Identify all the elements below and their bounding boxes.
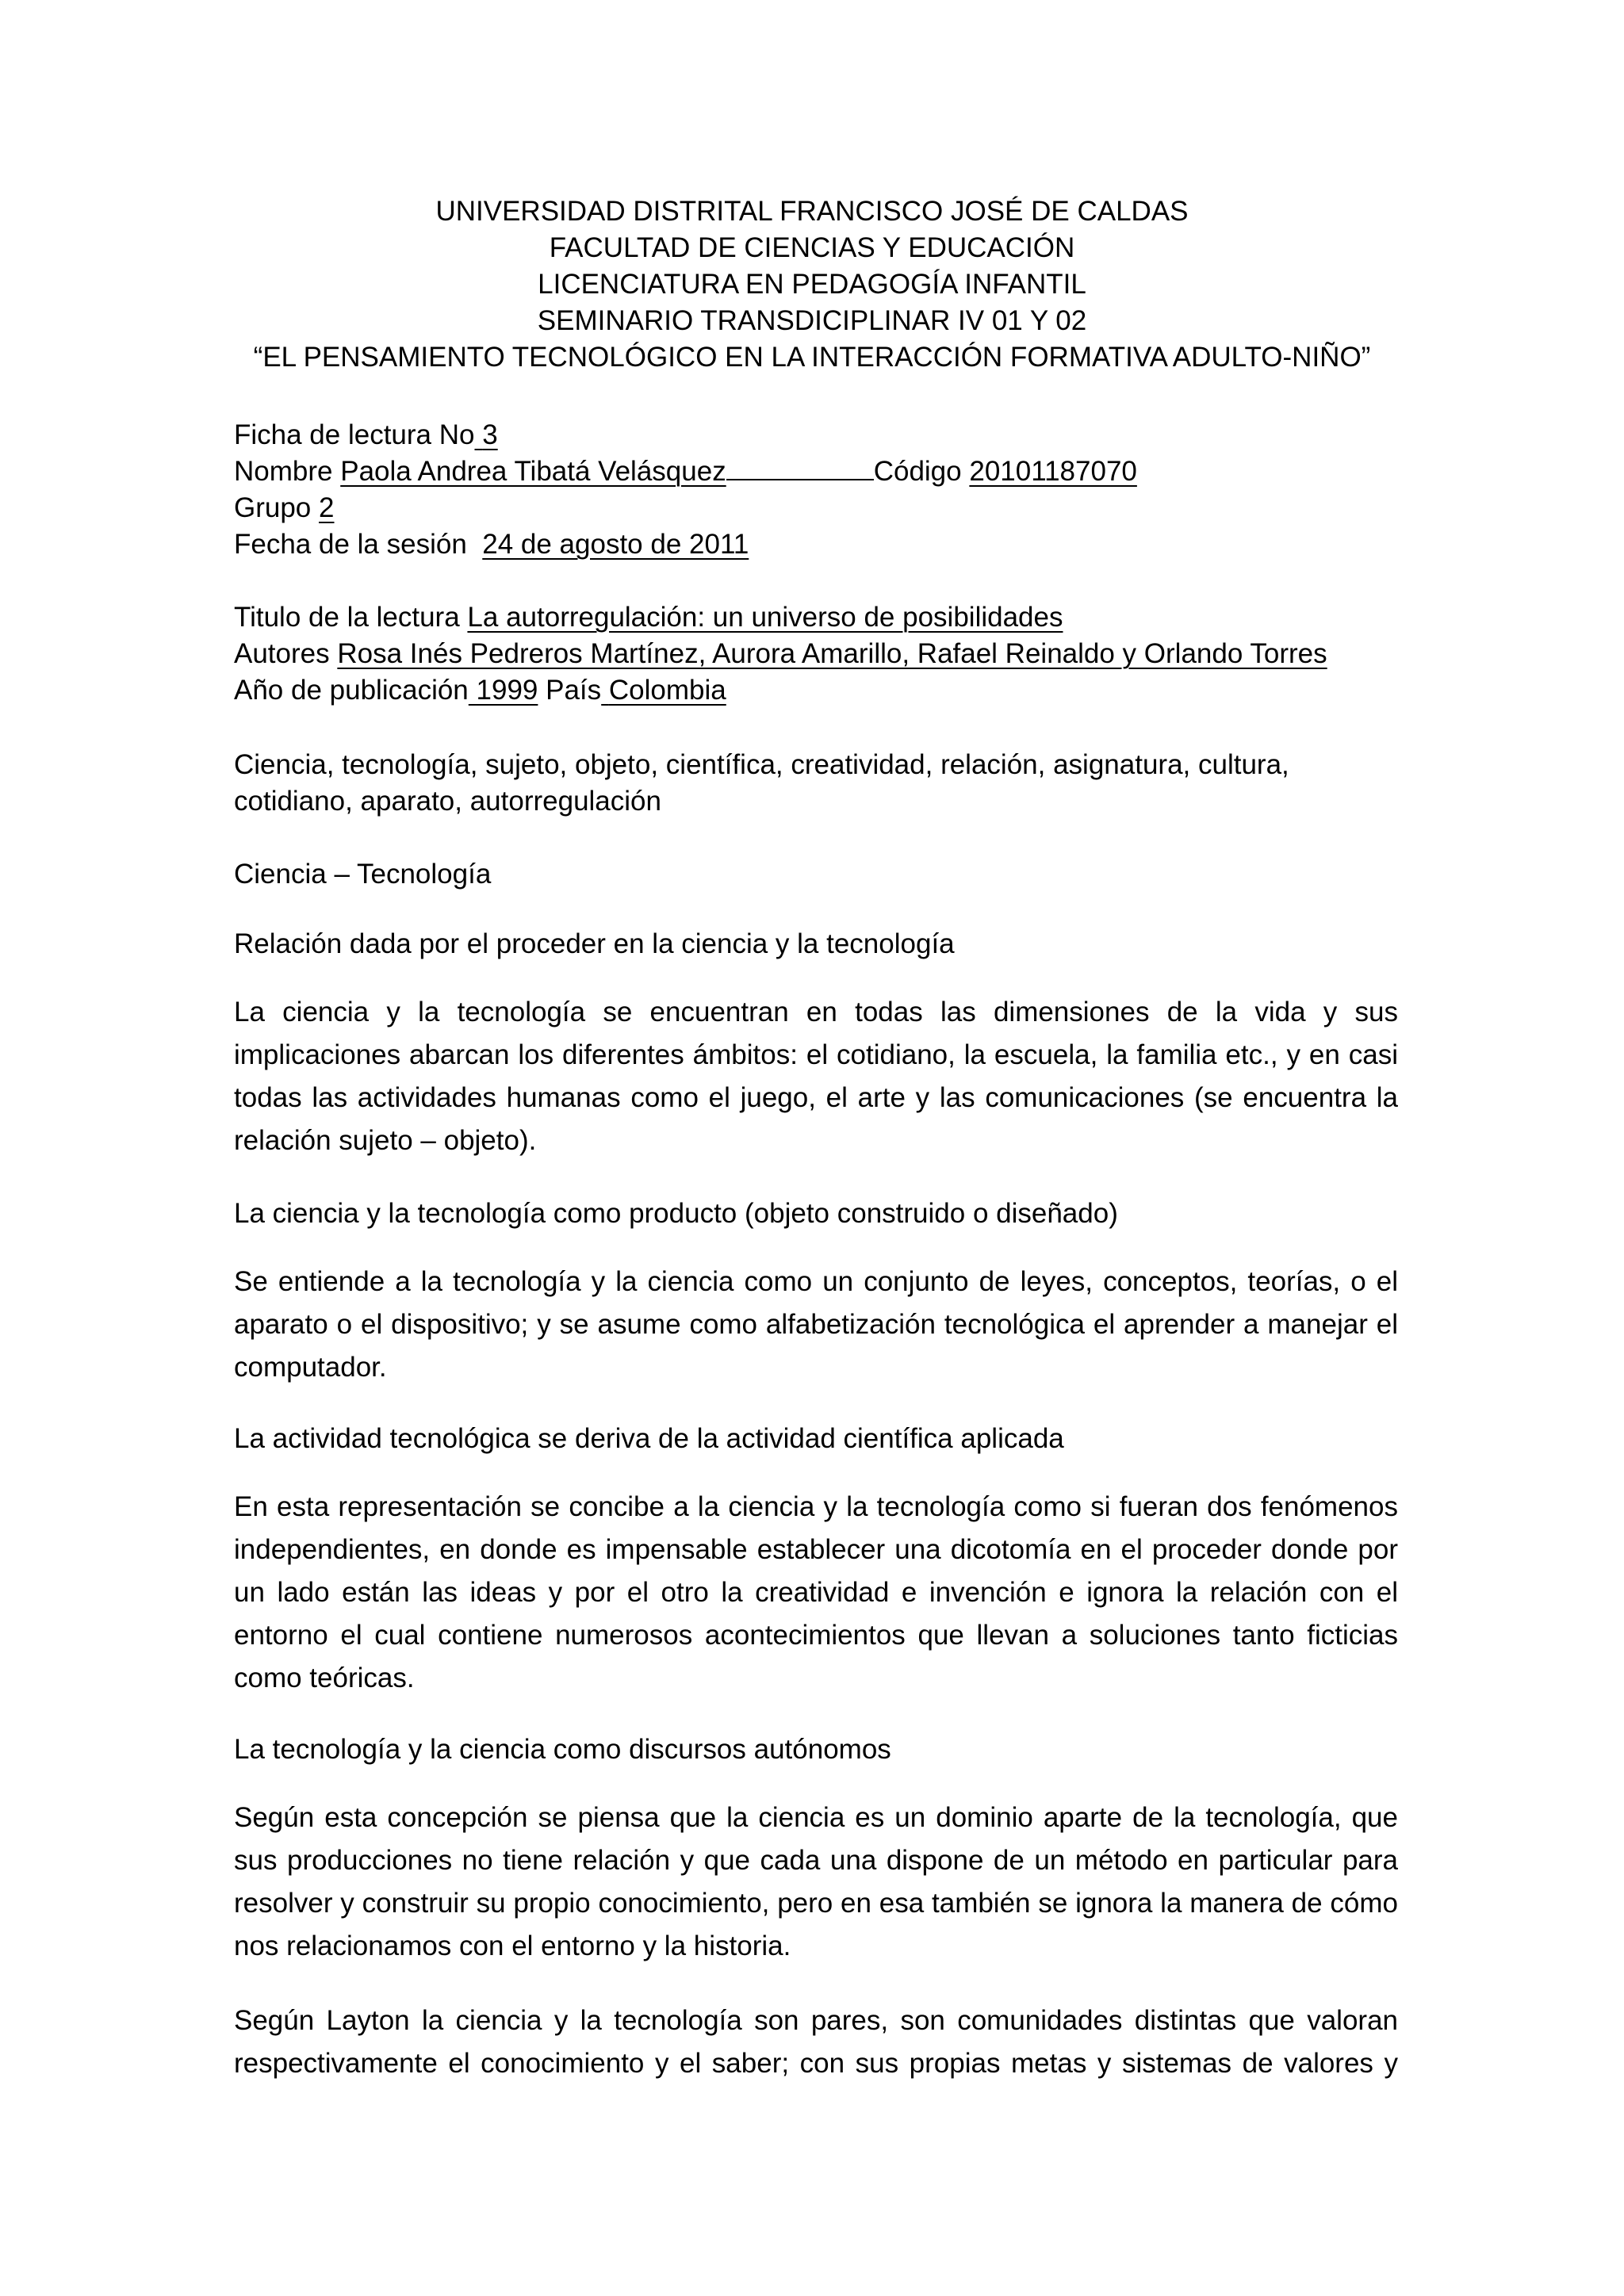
paragraph-representacion: En esta representación se concibe a la ciencia y la tecnología como si fueran dos fenómenos independientes, en donde es impensable establecer una dicotomía en el proceder donde por un lado están las ideas y por el otro la creatividad e invención e ignora la relación con el entorno el cual contiene numerosos acontecimientos que llevan a soluciones tanto ficticias como teóricas.	[234, 1491, 1398, 1693]
program-name: LICENCIATURA EN PEDAGOGÍA INFANTIL	[538, 269, 1086, 300]
section-heading-ciencia-tecnologia: Ciencia – Tecnología	[234, 859, 492, 890]
paragraph-dimensiones: La ciencia y la tecnología se encuentran en todas las dimensiones de la vida y sus implicaciones abarcan los diferentes ámbitos: el cotidiano, la escuela, la familia etc., y en casi todas las actividades humanas como el juego, el arte y las comunicaciones (se encuentra la relación sujeto – objeto).	[234, 997, 1398, 1156]
autores-line	[234, 636, 1398, 672]
document-header	[0, 193, 1624, 376]
titulo-line	[234, 599, 1398, 636]
autores-value: Rosa Inés Pedreros Martínez, Aurora Amarillo, Rafael Reinaldo y Orlando Torres	[337, 638, 1327, 669]
ficha-label: Ficha de lectura No	[234, 419, 475, 450]
codigo-value: 20101187070	[969, 456, 1137, 487]
section-heading-actividad: La actividad tecnológica se deriva de la actividad científica aplicada	[234, 1423, 1064, 1454]
fecha-line	[234, 526, 1398, 563]
section-heading-relacion: Relación dada por el proceder en la ciencia y la tecnología	[234, 928, 955, 959]
section-heading-producto: La ciencia y la tecnología como producto (objeto construido o diseñado)	[234, 1198, 1118, 1229]
grupo-label: Grupo	[234, 492, 312, 523]
pais-value: Colombia	[608, 675, 726, 706]
nombre-label: Nombre	[234, 456, 333, 487]
codigo-label: Código	[873, 456, 962, 487]
anio-line	[234, 672, 1398, 709]
anio-label: Año de publicación	[234, 675, 469, 706]
ficha-line	[234, 417, 1398, 453]
titulo-label: Titulo de la lectura	[234, 602, 460, 633]
seminar-theme: “EL PENSAMIENTO TECNOLÓGICO EN LA INTERACCIÓN FORMATIVA ADULTO-NIÑO”	[253, 342, 1371, 373]
fecha-value: 24 de agosto de 2011	[482, 529, 749, 560]
keywords-line-2: cotidiano, aparato, autorregulación	[234, 786, 661, 817]
faculty-name: FACULTAD DE CIENCIAS Y EDUCACIÓN	[549, 232, 1075, 263]
paragraph-layton: Según Layton la ciencia y la tecnología son pares, son comunidades distintas que valoran respectivamente el conocimiento y el saber; con sus propias metas y sistemas de valores y	[234, 2005, 1398, 2079]
titulo-value: La autorregulación: un universo de posibilidades	[467, 602, 1063, 633]
autores-label: Autores	[234, 638, 330, 669]
paragraph-concepcion: Según esta concepción se piensa que la ciencia es un dominio aparte de la tecnología, que sus producciones no tiene relación y que cada una dispone de un método en particular para resolver y construir su propio conocimiento, pero en esa también se ignora la manera de cómo nos relacionamos con el entorno y la historia.	[234, 1802, 1398, 1961]
pais-label: País	[546, 675, 602, 706]
ficha-value: 3	[482, 419, 498, 450]
reading-card-info	[234, 417, 1398, 563]
keywords-line-1: Ciencia, tecnología, sujeto, objeto, científica, creatividad, relación, asignatura, cultura,	[234, 749, 1289, 780]
seminar-name: SEMINARIO TRANSDICIPLINAR IV 01 Y 02	[537, 305, 1087, 336]
nombre-line	[234, 453, 1398, 490]
keywords	[234, 747, 1398, 820]
reading-info	[234, 599, 1398, 709]
grupo-value: 2	[319, 492, 335, 523]
paragraph-producto: Se entiende a la tecnología y la ciencia como un conjunto de leyes, conceptos, teorías, o el aparato o el dispositivo; y se asume como alfabetización tecnológica el aprender a manejar el computador.	[234, 1266, 1398, 1383]
university-name: UNIVERSIDAD DISTRITAL FRANCISCO JOSÉ DE CALDAS	[435, 196, 1189, 227]
nombre-value: Paola Andrea Tibatá Velásquez	[340, 456, 726, 487]
nombre-blank-line	[726, 455, 874, 480]
anio-value: 1999	[476, 675, 538, 706]
grupo-line	[234, 490, 1398, 526]
fecha-label: Fecha de la sesión	[234, 529, 467, 560]
section-heading-discursos: La tecnología y la ciencia como discursos autónomos	[234, 1734, 891, 1765]
